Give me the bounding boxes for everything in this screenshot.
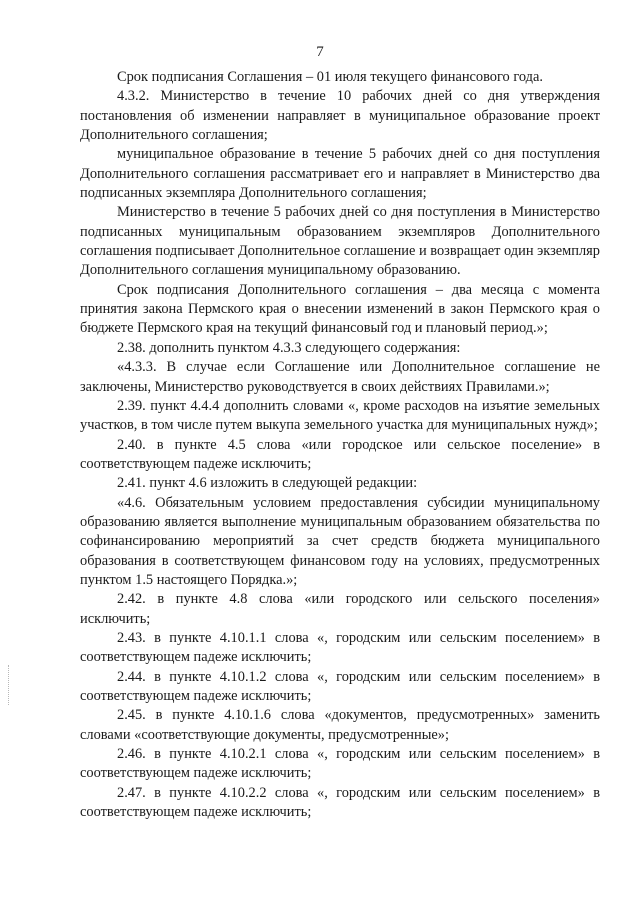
paragraph-2-42: 2.42. в пункте 4.8 слова «или городского или сельского поселения» исключить;	[80, 591, 600, 627]
paragraph-2-38: 2.38. дополнить пунктом 4.3.3 следующего содержания:	[117, 339, 461, 356]
paragraph-2-43: 2.43. в пункте 4.10.1.1 слова «, городским или сельским поселением» в соответствующем падеже исключить;	[80, 629, 600, 666]
paragraph-signing-deadline: Срок подписания Соглашения – 01 июля текущего финансового года.	[117, 69, 543, 85]
paragraph-2-47: 2.47. в пункте 4.10.2.2 слова «, городским или сельским поселением» в соответствующем падеже исключить;	[80, 784, 600, 821]
paragraph-2-45: 2.45. в пункте 4.10.1.6 слова «документов, предусмотренных» заменить словами «соответствующие документы, предусмотренные»;	[80, 707, 600, 743]
paragraph-ministry-signs: Министерство в течение 5 рабочих дней со дня поступления в Министерство подписанных муниципальным образованием экземпляров Дополнительного соглашения подписывает Дополнительное соглашение и возвращает один экземпляр Дополнительного соглашения муниципальному образованию.	[80, 204, 600, 279]
paragraph-additional-deadline: Срок подписания Дополнительного соглашения – два месяца с момента принятия закона Пермского края о внесении изменений в закон Пермского края о бюджете Пермского края на текущий финансовый год и плановый период.»;	[80, 281, 600, 337]
paragraph-2-44: 2.44. в пункте 4.10.1.2 слова «, городским или сельским поселением» в соответствующем падеже исключить;	[80, 668, 600, 704]
document-body	[80, 68, 600, 822]
paragraph-4-3-3: «4.3.3. В случае если Соглашение или Дополнительное соглашение не заключены, Министерство руководствуется в своих действиях Правилами.»;	[80, 359, 600, 395]
paragraph-2-40: 2.40. в пункте 4.5 слова «или городское или сельское поселение» в соответствующем падеже исключить;	[80, 436, 600, 472]
paragraph-4-6: «4.6. Обязательным условием предоставления субсидии муниципальному образованию является выполнение муниципальным образованием обязательства по софинансированию мероприятий за счет средств бюджета муниципального образования в соответствующем финансовом году на условиях, предусмотренных пунктом 1.5 настоящего Порядка.»;	[80, 494, 600, 588]
page-number: 7	[316, 44, 324, 60]
paragraph-municipality-review: муниципальное образование в течение 5 рабочих дней со дня поступления Дополнительного соглашения рассматривает его и направляет в Министерство два подписанных экземпляра Дополнительного соглашения;	[80, 146, 600, 202]
scan-margin-mark	[8, 665, 11, 705]
paragraph-2-39: 2.39. пункт 4.4.4 дополнить словами «, кроме расходов на изъятие земельных участков, в том числе путем выкупа земельного участка для муниципальных нужд»;	[80, 397, 600, 434]
paragraph-2-41: 2.41. пункт 4.6 изложить в следующей редакции:	[117, 475, 418, 492]
paragraph-2-46: 2.46. в пункте 4.10.2.1 слова «, городским или сельским поселением» в соответствующем падеже исключить;	[80, 746, 600, 782]
paragraph-4-3-2: 4.3.2. Министерство в течение 10 рабочих дней со дня утверждения постановления об изменении направляет в муниципальное образование проект Дополнительного соглашения;	[80, 88, 600, 144]
